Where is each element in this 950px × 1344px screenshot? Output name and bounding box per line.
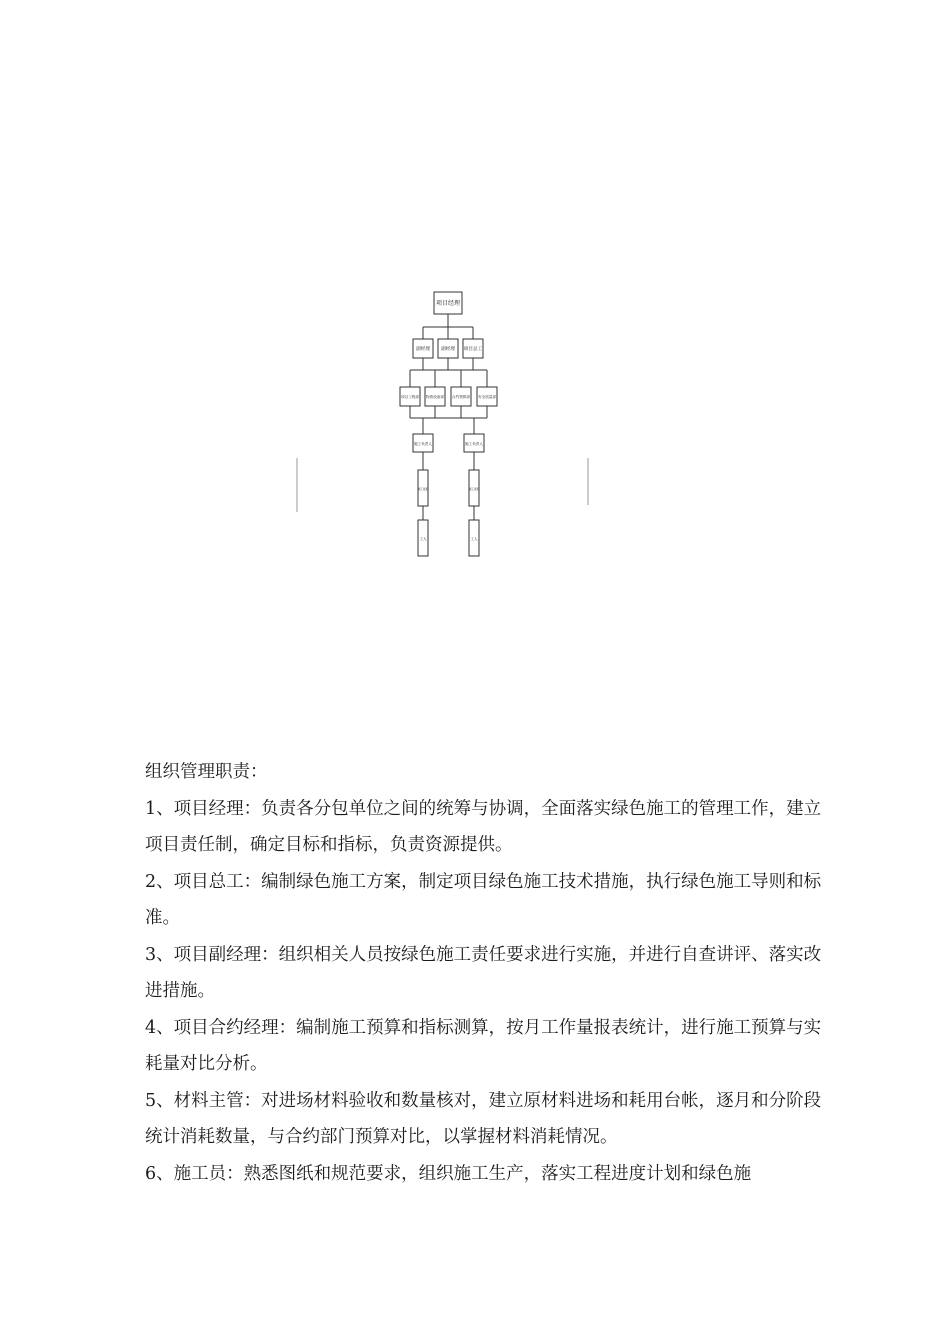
paragraph-4: 4、项目合约经理：编制施工预算和指标测算，按月工作量报表统计，进行施工预算与实耗量对比分析。 xyxy=(145,1017,822,1074)
responsibilities-section xyxy=(145,754,825,1192)
org-chart xyxy=(0,0,950,600)
org-level3-label: 合约预算部 xyxy=(452,395,470,399)
paragraph-3: 3、项目副经理：组织相关人员按绿色施工责任要求进行实施，并进行自查讲评、落实改进措施。 xyxy=(145,944,822,1001)
org-level2-label: 项目总工 xyxy=(463,347,483,352)
org-level5-label: 施工班组 xyxy=(468,488,480,491)
org-level4-label: 施工负责人 xyxy=(465,442,483,446)
paragraph-1: 1、项目经理：负责各分包单位之间的统筹与协调，全面落实绿色施工的管理工作，建立项目责任制，确定目标和指标，负责资源提供。 xyxy=(145,798,822,855)
paragraph-6: 6、施工员：熟悉图纸和规范要求，组织施工生产，落实工程进度计划和绿色施 xyxy=(145,1163,752,1184)
org-level6-label: 工人 xyxy=(419,537,427,541)
org-level5-label: 施工班组 xyxy=(417,488,429,491)
paragraph-2: 2、项目总工：编制绿色施工方案，制定项目绿色施工技术措施，执行绿色施工导则和标准。 xyxy=(145,871,822,928)
org-root-label: 项目经理 xyxy=(435,300,461,307)
paragraph-5: 5、材料主管：对进场材料验收和数量核对，建立原材料进场和耗用台帐，逐月和分阶段统计消耗数量，与合约部门预算对比，以掌握材料消耗情况。 xyxy=(145,1090,822,1147)
org-level3-label: 物资设备部 xyxy=(426,395,444,399)
org-level3-label: 项目工程部 xyxy=(401,395,419,399)
section-heading: 组织管理职责： xyxy=(145,762,268,782)
org-level2-label: 副经理 xyxy=(441,347,455,352)
org-level4-label: 施工负责人 xyxy=(414,442,432,446)
org-level3-label: 安全质量部 xyxy=(478,395,496,399)
org-level6-label: 工人 xyxy=(470,537,478,541)
org-level2-label: 副经理 xyxy=(416,347,430,352)
